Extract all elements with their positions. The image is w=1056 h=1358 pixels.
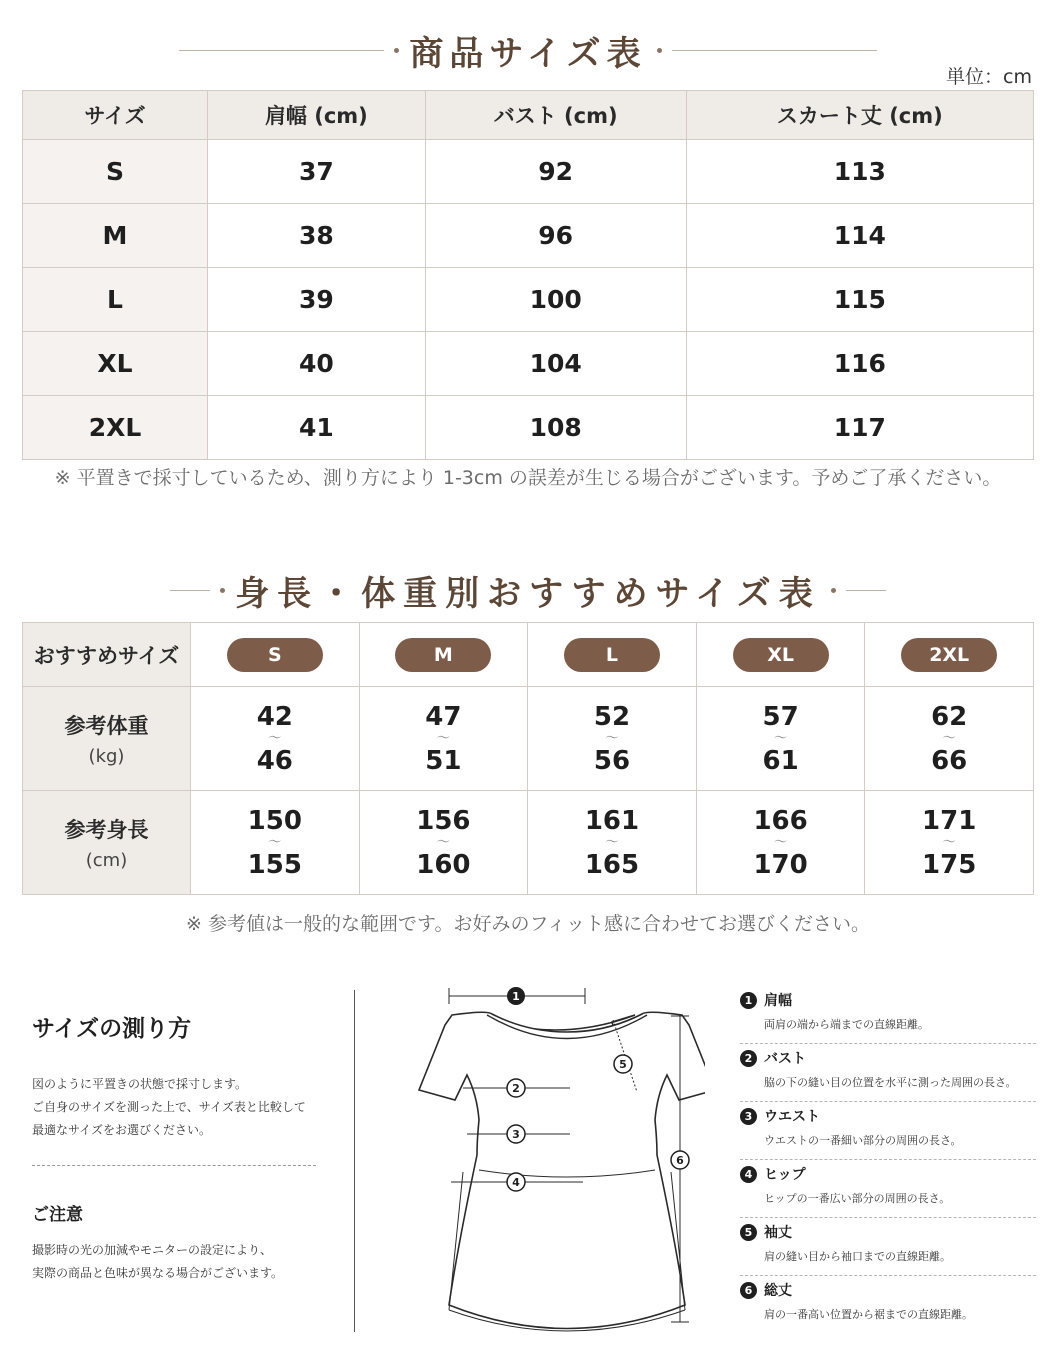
legend-name: 総丈 (764, 1283, 792, 1299)
range-max: 61 (762, 745, 799, 776)
title-dot-left (220, 588, 225, 593)
size-chart-title: 商品サイズ表 (409, 34, 647, 74)
shoulder-cell: 38 (208, 204, 426, 268)
range-min: 52 (593, 701, 631, 732)
range-tilde: ～ (436, 730, 450, 746)
height-label-cell (23, 791, 191, 895)
weight-range-cell (696, 687, 865, 791)
legend-item (740, 1160, 1036, 1218)
range-min: 62 (931, 701, 968, 732)
range-min: 47 (425, 701, 462, 732)
howto-line: 最適なサイズをお選びください。 (32, 1123, 212, 1137)
table-row (23, 332, 1034, 396)
skirt-length-cell: 113 (686, 140, 1033, 204)
shoulder-cell: 37 (208, 140, 426, 204)
unit-label: 単位：cm (946, 66, 1032, 88)
size-pill-cell (191, 623, 360, 687)
bust-cell: 92 (425, 140, 686, 204)
height-range-cell (528, 791, 697, 895)
weight-unit: (kg) (88, 746, 125, 767)
range-tilde: ～ (942, 834, 956, 850)
size-chart-title-row (0, 26, 1056, 75)
height-range-cell (191, 791, 360, 895)
range-max: 66 (931, 745, 968, 776)
caution-title: ご注意 (32, 1205, 83, 1225)
bust-cell: 100 (425, 268, 686, 332)
weight-row (23, 687, 1034, 791)
range-max: 155 (247, 849, 302, 880)
legend-name: 肩幅 (764, 993, 792, 1009)
table-row (23, 140, 1034, 204)
size-cell: 2XL (23, 396, 208, 460)
header-bust: バスト (cm) (425, 91, 686, 140)
size-cell: L (23, 268, 208, 332)
range-tilde: ～ (774, 834, 788, 850)
recommend-size-row (23, 623, 1034, 687)
caution-section (32, 1200, 332, 1285)
marker-label: 6 (676, 1154, 684, 1167)
size-chart-note: ※ 平置きで採寸しているため、測り方により 1-3cm の誤差が生じる場合がございます。予めご了承ください。 (54, 467, 1002, 489)
size-cell: M (23, 204, 208, 268)
range-min: 57 (762, 701, 799, 732)
size-cell: XL (23, 332, 208, 396)
howto-divider (32, 1165, 316, 1166)
legend-name: ウエスト (764, 1109, 820, 1125)
weight-range-cell (359, 687, 528, 791)
size-pill-cell (528, 623, 697, 687)
skirt-length-cell: 116 (686, 332, 1033, 396)
recommend-size-label: おすすめサイズ (23, 623, 191, 687)
legend-desc: 肩の縫い目から袖口までの直線距離。 (764, 1250, 951, 1263)
size-cell: S (23, 140, 208, 204)
height-range-cell (865, 791, 1034, 895)
range-max: 160 (416, 849, 471, 880)
range-max: 165 (584, 849, 640, 880)
measurement-legend (740, 986, 1036, 1334)
legend-number: 3 (740, 1108, 757, 1125)
caution-line: 実際の商品と色味が異なる場合がございます。 (32, 1266, 284, 1280)
marker-label: 1 (512, 990, 520, 1003)
bust-cell: 104 (425, 332, 686, 396)
skirt-length-cell: 114 (686, 204, 1033, 268)
legend-desc: ヒップの一番広い部分の周囲の長さ。 (764, 1192, 951, 1205)
range-min: 150 (247, 805, 302, 836)
title-rule-right (672, 50, 877, 51)
legend-number: 4 (740, 1166, 757, 1183)
legend-number: 1 (740, 992, 757, 1009)
range-max: 175 (922, 849, 977, 880)
range-tilde: ～ (268, 834, 282, 850)
height-row (23, 791, 1034, 895)
shoulder-cell: 40 (208, 332, 426, 396)
size-pill: XL (733, 638, 829, 672)
range-min: 166 (753, 805, 808, 836)
legend-desc: 両肩の端から端までの直線距離。 (764, 1018, 929, 1031)
range-tilde: ～ (605, 730, 619, 746)
weight-label-cell (23, 687, 191, 791)
size-chart-header-row (23, 91, 1034, 140)
legend-number: 5 (740, 1224, 757, 1241)
table-row (23, 204, 1034, 268)
legend-name: 袖丈 (764, 1225, 792, 1241)
section-divider (354, 990, 355, 1332)
weight-range-cell (528, 687, 697, 791)
legend-desc: 脇の下の縫い目の位置を水平に測った周囲の長さ。 (764, 1076, 1017, 1089)
height-range-cell (359, 791, 528, 895)
recommend-table (22, 622, 1034, 895)
dress-diagram (405, 980, 705, 1340)
header-size: サイズ (23, 91, 208, 140)
table-row (23, 268, 1034, 332)
title-rule-right (846, 590, 886, 591)
title-rule-left (170, 590, 210, 591)
height-range-cell (696, 791, 865, 895)
size-pill-cell (865, 623, 1034, 687)
size-pill-cell (359, 623, 528, 687)
range-min: 161 (584, 805, 640, 836)
weight-range-cell (191, 687, 360, 791)
size-pill: L (564, 638, 660, 672)
header-shoulder: 肩幅 (cm) (208, 91, 426, 140)
weight-range-cell (865, 687, 1034, 791)
recommend-note: ※ 参考値は一般的な範囲です。お好みのフィット感に合わせてお選びください。 (186, 913, 870, 935)
marker-label: 3 (512, 1128, 520, 1141)
howto-line: ご自身のサイズを測った上で、サイズ表と比較して (32, 1100, 306, 1114)
range-tilde: ～ (942, 730, 956, 746)
legend-item (740, 1102, 1036, 1160)
height-label: 参考身長 (64, 818, 149, 842)
range-tilde: ～ (436, 834, 450, 850)
shoulder-cell: 41 (208, 396, 426, 460)
howto-title: サイズの測り方 (32, 1016, 192, 1042)
range-tilde: ～ (774, 730, 788, 746)
title-dot-right (831, 588, 836, 593)
legend-name: バスト (764, 1051, 806, 1067)
bust-cell: 108 (425, 396, 686, 460)
legend-desc: 肩の一番高い位置から裾までの直線距離。 (764, 1308, 973, 1321)
range-tilde: ～ (605, 834, 619, 850)
size-pill-cell (696, 623, 865, 687)
title-dot-right (657, 48, 662, 53)
legend-item (740, 1276, 1036, 1334)
legend-number: 6 (740, 1282, 757, 1299)
legend-item (740, 1044, 1036, 1102)
range-max: 170 (753, 849, 808, 880)
shoulder-cell: 39 (208, 268, 426, 332)
legend-number: 2 (740, 1050, 757, 1067)
legend-item (740, 1218, 1036, 1276)
skirt-length-cell: 115 (686, 268, 1033, 332)
marker-label: 4 (512, 1176, 520, 1189)
skirt-length-cell: 117 (686, 396, 1033, 460)
weight-label: 参考体重 (64, 714, 149, 738)
range-max: 51 (425, 745, 462, 776)
range-min: 171 (922, 805, 977, 836)
caution-line: 撮影時の光の加減やモニターの設定により、 (32, 1243, 273, 1257)
size-pill: 2XL (901, 638, 997, 672)
range-tilde: ～ (268, 730, 282, 746)
legend-name: ヒップ (764, 1167, 806, 1183)
range-max: 56 (593, 745, 631, 776)
title-dot-left (394, 48, 399, 53)
legend-item (740, 986, 1036, 1044)
recommend-title: 身長・体重別おすすめサイズ表 (235, 574, 821, 614)
dress-outline-shape (419, 1012, 705, 1328)
title-rule-left (179, 50, 384, 51)
howto-line: 図のように平置きの状態で採寸します。 (32, 1077, 248, 1091)
recommend-title-row (0, 566, 1056, 615)
size-pill: M (395, 638, 491, 672)
size-chart-table (22, 90, 1034, 460)
table-row (23, 396, 1034, 460)
range-min: 42 (256, 701, 293, 732)
range-min: 156 (416, 805, 471, 836)
size-pill: S (227, 638, 323, 672)
howto-section (32, 1010, 332, 1142)
marker-label: 2 (512, 1082, 520, 1095)
range-max: 46 (256, 745, 293, 776)
header-skirt-length: スカート丈 (cm) (686, 91, 1033, 140)
height-unit: (cm) (85, 850, 128, 871)
marker-label: 5 (619, 1058, 627, 1071)
bust-cell: 96 (425, 204, 686, 268)
legend-desc: ウエストの一番細い部分の周囲の長さ。 (764, 1134, 962, 1147)
